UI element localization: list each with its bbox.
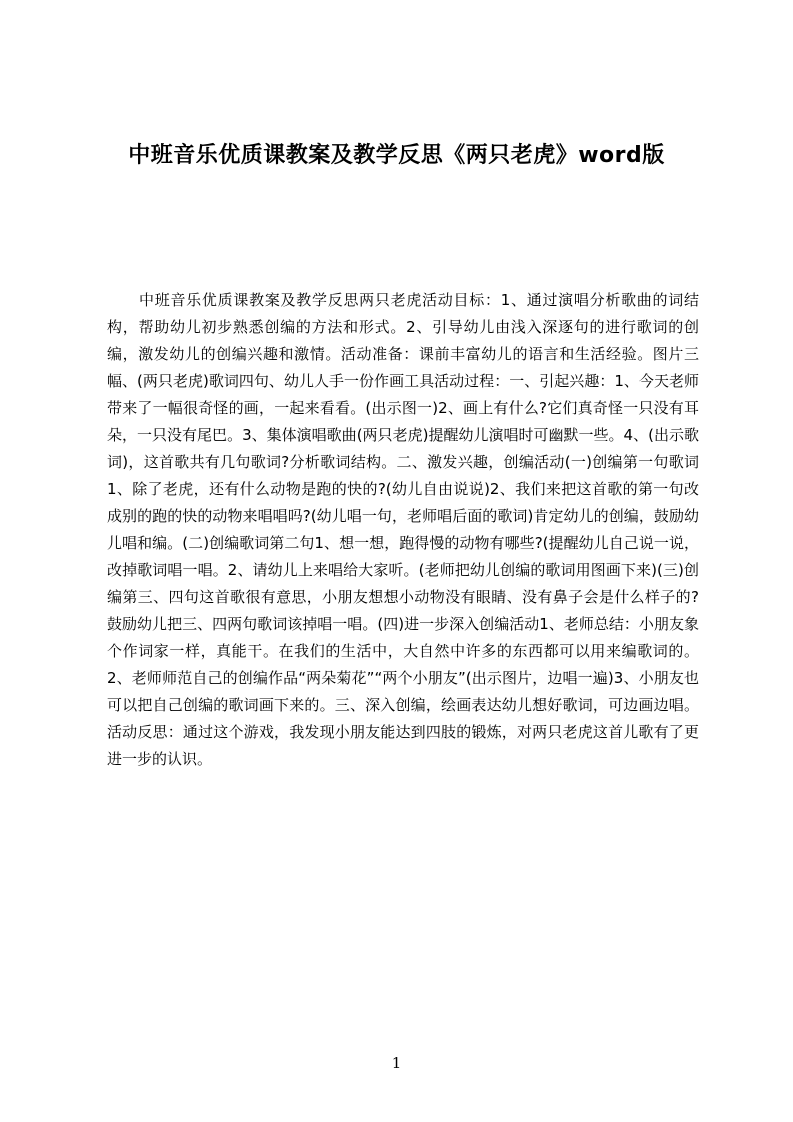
document-body-paragraph: 中班音乐优质课教案及教学反思两只老虎活动目标：1、通过演唱分析歌曲的词结构，帮助幼儿初步熟悉创编的方法和形式。2、引导幼儿由浅入深逐句的进行歌词的创编，激发幼儿的创编兴趣和激情。活动准备：课前丰富幼儿的语言和生活经验。图片三幅、(两只老虎)歌词四句、幼儿人手一份作画工具活动过程：一、引起兴趣：1、今天老师带来了一幅很奇怪的画，一起来看看。(出示图一)2、画上有什么?它们真奇怪一只没有耳朵，一只没有尾巴。3、集体演唱歌曲(两只老虎)提醒幼儿演唱时可幽默一些。4、(出示歌词)，这首歌共有几句歌词?分析歌词结构。二、激发兴趣，创编活动(一)创编第一句歌词1、除了老虎，还有什么动物是跑的快的?(幼儿自由说说)2、我们来把这首歌的第一句改成别的跑的快的动物来唱唱吗?(幼儿唱一句，老师唱后面的歌词)肯定幼儿的创编，鼓励幼儿唱和编。(二)创编歌词第二句1、想一想，跑得慢的动物有哪些?(提醒幼儿自己说一说，改掉歌词唱一唱。2、请幼儿上来唱给大家听。(老师把幼儿创编的歌词用图画下来)(三)创编第三、四句这首歌很有意思，小朋友想想小动物没有眼睛、没有鼻子会是什么样子的?鼓励幼儿把三、四两句歌词该掉唱一唱。(四)进一步深入创编活动1、老师总结：小朋友象个作词家一样，真能干。在我们的生活中，大自然中许多的东西都可以用来编歌词的。2、老师师范自己的创编作品“两朵菊花”“两个小朋友”(出示图片，边唱一遍)3、小朋友也可以把自己创编的歌词画下来的。三、深入创编，绘画表达幼儿想好歌词，可边画边唱。活动反思：通过这个游戏，我发现小朋友能达到四肢的锻炼，对两只老虎这首儿歌有了更进一步的认识。: [107, 291, 699, 768]
document-title: 中班音乐优质课教案及教学反思《两只老虎》word版: [128, 143, 665, 168]
page-number: 1: [391, 1054, 402, 1072]
